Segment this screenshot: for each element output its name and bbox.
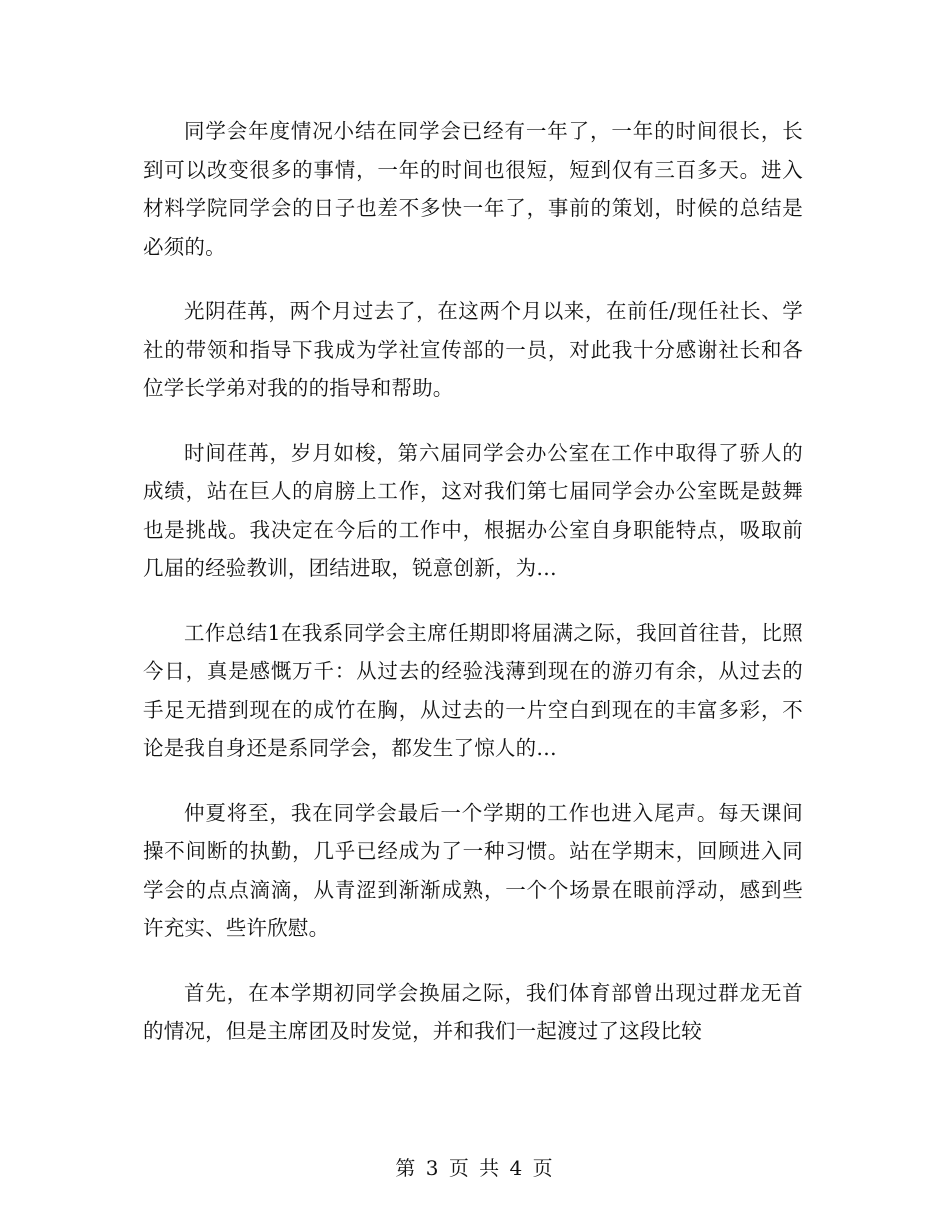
paragraph-3: 时间荏苒，岁月如梭，第六届同学会办公室在工作中取得了骄人的成绩，站在巨人的肩膀上工作，这对我们第七届同学会办公室既是鼓舞也是挑战。我决定在今后的工作中，根据办公室自身职能特点，吸取前几届的经验教训，团结进取，锐意创新，为… [143, 440, 803, 580]
paragraph-1: 同学会年度情况小结在同学会已经有一年了，一年的时间很长，长到可以改变很多的事情，一年的时间也很短，短到仅有三百多天。进入材料学院同学会的日子也差不多快一年了，事前的策划，时候的总结是必须的。 [143, 119, 803, 259]
page-number-footer: 第 3 页 共 4 页 [395, 1156, 555, 1180]
paragraph-5: 仲夏将至，我在同学会最后一个学期的工作也进入尾声。每天课间操不间断的执勤，几乎已经成为了一种习惯。站在学期末，回顾进入同学会的点点滴滴，从青涩到渐渐成熟，一个个场景在眼前浮动，感到些许充实、些许欣慰。 [143, 800, 803, 940]
document-body [143, 112, 803, 1077]
paragraph-6: 首先，在本学期初同学会换届之际，我们体育部曾出现过群龙无首的情况，但是主席团及时发觉，并和我们一起渡过了这段比较 [143, 980, 803, 1043]
paragraph-4: 工作总结1在我系同学会主席任期即将届满之际，我回首往昔，比照今日，真是感慨万千：从过去的经验浅薄到现在的游刃有余，从过去的手足无措到现在的成竹在胸，从过去的一片空白到现在的丰富多彩，不论是我自身还是系同学会，都发生了惊人的… [143, 620, 803, 760]
paragraph-2: 光阴荏苒，两个月过去了，在这两个月以来，在前任/现任社长、学社的带领和指导下我成为学社宣传部的一员，对此我十分感谢社长和各位学长学弟对我的的指导和帮助。 [143, 299, 803, 400]
